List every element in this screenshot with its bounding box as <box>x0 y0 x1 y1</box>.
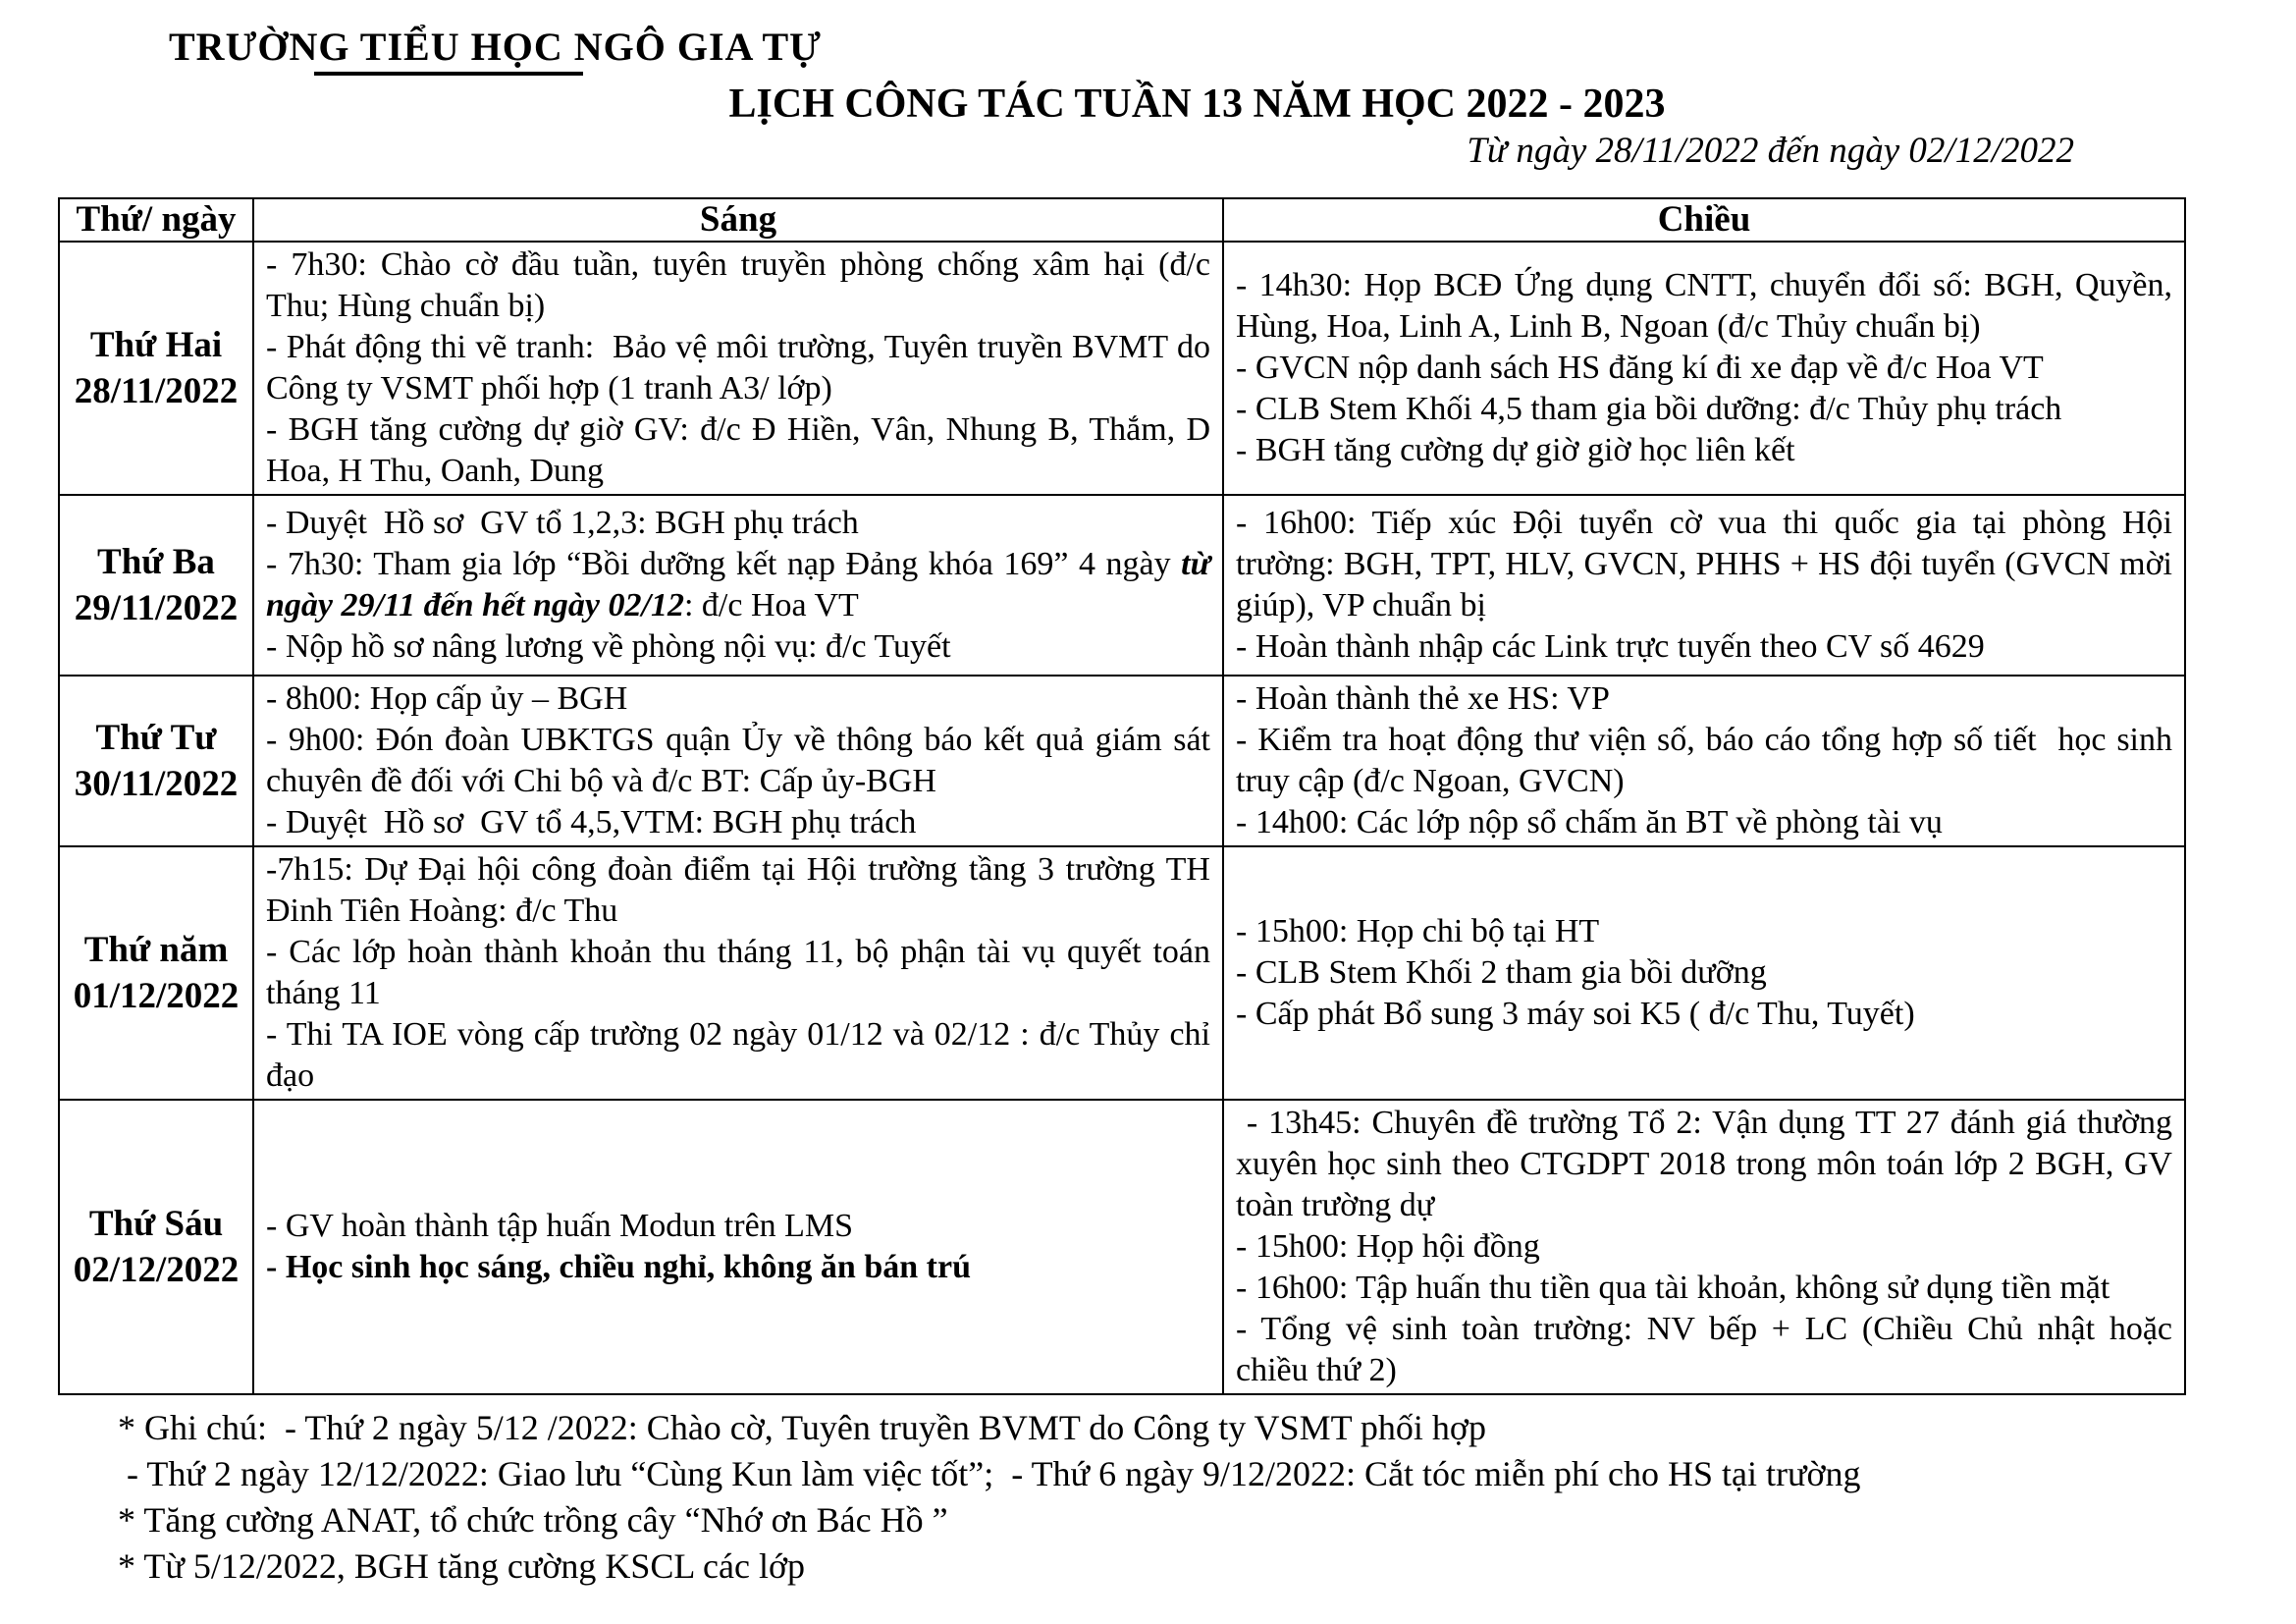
schedule-item-text: - 7h30: Tham gia lớp “Bồi dưỡng kết nạp Đảng khóa 169” 4 ngày <box>266 546 1182 582</box>
schedule-item: - Nộp hồ sơ nâng lương về phòng nội vụ: đ/c Tuyết <box>266 628 951 665</box>
schedule-item: - BGH tăng cường dự giờ giờ học liên kết <box>1236 432 1795 468</box>
schedule-item: - CLB Stem Khối 4,5 tham gia bồi dưỡng: đ/c Thủy phụ trách <box>1236 391 2062 427</box>
table-row-wednesday <box>59 676 2185 846</box>
day-label: Thứ Sáu <box>88 1204 224 1244</box>
schedule-item: - 16h00: Tập huấn thu tiền qua tài khoản, không sử dụng tiền mặt <box>1236 1270 2110 1306</box>
schedule-item: -7h15: Dự Đại hội công đoàn điểm tại Hội trường tầng 3 trường TH Đinh Tiên Hoàng: đ/c Thu <box>266 851 1219 929</box>
day-label: Thứ Ba <box>97 542 215 582</box>
table-row-friday <box>59 1100 2185 1394</box>
schedule-item: - GVCN nộp danh sách HS đăng kí đi xe đạp về đ/c Hoa VT <box>1236 350 2044 386</box>
day-cell <box>59 1100 253 1394</box>
schedule-item: - GV hoàn thành tập huấn Modun trên LMS <box>266 1208 854 1244</box>
column-header-morning: Sáng <box>253 198 1223 242</box>
column-header-day: Thứ/ ngày <box>59 198 253 242</box>
column-header-afternoon: Chiều <box>1223 198 2185 242</box>
school-name-underline <box>314 72 583 76</box>
schedule-item: - Hoàn thành thẻ xe HS: VP <box>1236 680 1610 717</box>
day-date: 30/11/2022 <box>74 764 239 804</box>
schedule-item: - 14h30: Họp BCĐ Ứng dụng CNTT, chuyển đổi số: BGH, Quyền, Hùng, Hoa, Linh A, Linh B, Ngoan (đ/c Thủy chuẩn bị) <box>1236 267 2181 345</box>
day-date: 29/11/2022 <box>74 588 239 628</box>
morning-cell <box>253 1100 1223 1394</box>
day-cell <box>59 495 253 676</box>
schedule-item: - 15h00: Họp chi bộ tại HT <box>1236 913 1600 949</box>
schedule-item-text: : đ/c Hoa VT <box>683 587 859 623</box>
day-label: Thứ Tư <box>95 718 217 758</box>
schedule-item: - 13h45: Chuyên đề trường Tổ 2: Vận dụng TT 27 đánh giá thường xuyên học sinh theo CTGDPT 2018 trong môn toán lớp 2 BGH, GV toàn trường dự <box>1236 1105 2181 1223</box>
day-date: 28/11/2022 <box>74 371 239 411</box>
day-date: 02/12/2022 <box>73 1250 240 1290</box>
table-row-tuesday <box>59 495 2185 676</box>
schedule-item: - Các lớp hoàn thành khoản thu tháng 11, bộ phận tài vụ quyết toán tháng 11 <box>266 934 1219 1011</box>
schedule-item: - Học sinh học sáng, chiều nghỉ, không ăn bán trú <box>266 1249 971 1285</box>
schedule-item: - Kiểm tra hoạt động thư viện số, báo cáo tổng hợp số tiết học sinh truy cập (đ/c Ngoan, GVCN) <box>1236 722 2181 799</box>
schedule-item: - Phát động thi vẽ tranh: Bảo vệ môi trường, Tuyên truyền BVMT do Công ty VSMT phối hợp (1 tranh A3/ lớp) <box>266 329 1219 406</box>
day-label: Thứ năm <box>83 930 229 970</box>
schedule-item: - 16h00: Tiếp xúc Đội tuyển cờ vua thi quốc gia tại phòng Hội trường: BGH, TPT, HLV, GVCN, PHHS + HS đội tuyển (GVCN mời giúp), VP chuẩn bị <box>1236 505 2181 623</box>
schedule-item: - BGH tăng cường dự giờ GV: đ/c Đ Hiền, Vân, Nhung B, Thắm, D Hoa, H Thu, Oanh, Dung <box>266 411 1219 489</box>
date-range-subtitle: Từ ngày 28/11/2022 đến ngày 02/12/2022 <box>1467 131 2074 171</box>
school-name: TRƯỜNG TIỂU HỌC NGÔ GIA TỰ <box>169 25 822 69</box>
table-header-row <box>59 198 2185 242</box>
page-title: LỊCH CÔNG TÁC TUẦN 13 NĂM HỌC 2022 - 2023 <box>728 81 1666 127</box>
schedule-item: - Hoàn thành nhập các Link trực tuyến theo CV số 4629 <box>1236 628 1985 665</box>
afternoon-cell <box>1223 242 2185 495</box>
schedule-item: - 7h30: Chào cờ đầu tuần, tuyên truyền phòng chống xâm hại (đ/c Thu; Hùng chuẩn bị) <box>266 246 1218 324</box>
morning-cell <box>253 676 1223 846</box>
day-date: 01/12/2022 <box>73 976 240 1016</box>
note-line: * Từ 5/12/2022, BGH tăng cường KSCL các lớp <box>118 1546 806 1586</box>
schedule-item-emphasis: từ ngày 29/11 đến hết ngày 02/12 <box>266 546 1219 623</box>
afternoon-cell <box>1223 495 2185 676</box>
schedule-item: - Cấp phát Bổ sung 3 máy soi K5 ( đ/c Thu, Tuyết) <box>1236 996 1915 1032</box>
schedule-item: - 9h00: Đón đoàn UBKTGS quận Ủy về thông báo kết quả giám sát chuyên đề đối với Chi bộ và đ/c BT: Cấp ủy-BGH <box>266 722 1219 799</box>
note-line: - Thứ 2 ngày 12/12/2022: Giao lưu “Cùng Kun làm việc tốt”; - Thứ 6 ngày 9/12/2022: Cắt tóc miễn phí cho HS tại trường <box>118 1454 1861 1493</box>
day-cell <box>59 242 253 495</box>
morning-cell <box>253 495 1223 676</box>
schedule-item: - CLB Stem Khối 2 tham gia bồi dưỡng <box>1236 954 1767 991</box>
note-line: * Tăng cường ANAT, tổ chức trồng cây “Nhớ ơn Bác Hồ ” <box>118 1500 948 1540</box>
morning-cell <box>253 846 1223 1100</box>
day-label: Thứ Hai <box>89 325 223 365</box>
schedule-item: - Duyệt Hồ sơ GV tổ 1,2,3: BGH phụ trách <box>266 505 859 541</box>
schedule-item: - Thi TA IOE vòng cấp trường 02 ngày 01/12 và 02/12 : đ/c Thủy chỉ đạo <box>266 1016 1219 1094</box>
schedule-item: - 14h00: Các lớp nộp sổ chấm ăn BT về phòng tài vụ <box>1236 804 1943 840</box>
note-line: * Ghi chú: - Thứ 2 ngày 5/12 /2022: Chào cờ, Tuyên truyền BVMT do Công ty VSMT phối hợp <box>118 1408 1486 1447</box>
table-row-monday <box>59 242 2185 495</box>
afternoon-cell <box>1223 676 2185 846</box>
schedule-item <box>266 544 1219 626</box>
table-row-thursday <box>59 846 2185 1100</box>
morning-cell <box>253 242 1223 495</box>
afternoon-cell <box>1223 846 2185 1100</box>
weekly-schedule-table <box>58 197 2186 1395</box>
day-cell <box>59 676 253 846</box>
schedule-item: - Tổng vệ sinh toàn trường: NV bếp + LC (Chiều Chủ nhật hoặc chiều thứ 2) <box>1236 1311 2181 1388</box>
schedule-item: - Duyệt Hồ sơ GV tổ 4,5,VTM: BGH phụ trách <box>266 804 917 840</box>
schedule-item: - 15h00: Họp hội đồng <box>1236 1228 1540 1265</box>
day-cell <box>59 846 253 1100</box>
schedule-item: - 8h00: Họp cấp ủy – BGH <box>266 680 628 717</box>
footer-notes <box>118 1405 2296 1590</box>
afternoon-cell <box>1223 1100 2185 1394</box>
